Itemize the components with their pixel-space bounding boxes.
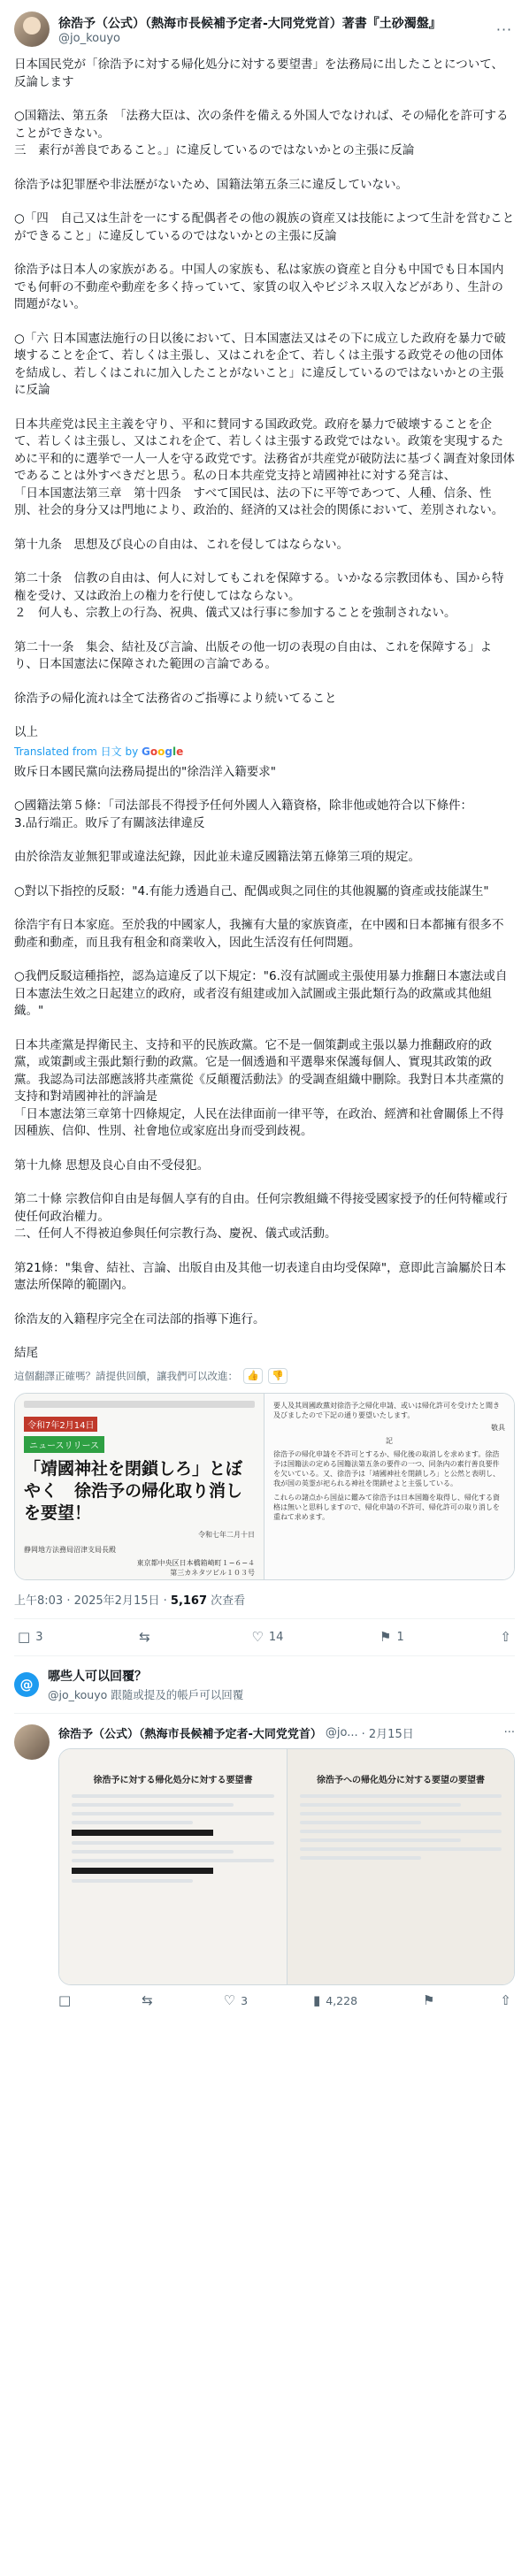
doc-text-line <box>300 1794 502 1798</box>
avatar[interactable] <box>14 11 50 47</box>
translation-paragraph: 敗斥日本國民黨向法務局提出的"徐浩洋入籍要求" <box>14 764 276 779</box>
reply-date[interactable]: · 2月15日 <box>361 1727 414 1741</box>
translation-paragraph: 第十九條 思想及良心自由不受侵犯。 <box>14 1158 210 1173</box>
redaction-bar <box>72 1868 213 1874</box>
post-media[interactable] <box>14 1393 515 1580</box>
post-paragraph: 徐浩予は犯罪歴や非法歴がないため、国籍法第五条三に違反していない。 <box>14 177 408 192</box>
repost-icon: ⇆ <box>142 1992 153 2008</box>
share-button[interactable] <box>500 1628 511 1645</box>
sender-building: 第三カネタツビル１０３号 <box>170 1568 255 1577</box>
doc-text-line <box>72 1859 274 1862</box>
translation-paragraph: 第21條："集會、結社、言論、出版自由及其他一切表達自由均受保障"，意即此言論屬於日本憲法所保障的範圍內。 <box>14 1260 507 1292</box>
reply-icon: □ <box>58 1992 72 2008</box>
heart-icon: ♡ <box>223 1992 236 2008</box>
reply-doc-title-left: 徐浩予に対する帰化処分に対する要望書 <box>93 1775 253 1785</box>
era-date: 令和七年二月十日 <box>198 1530 255 1539</box>
more-options-icon[interactable]: ··· <box>503 1725 515 1739</box>
repost-button[interactable] <box>139 1628 156 1645</box>
post-paragraph: 以上 <box>14 725 38 739</box>
reply-button[interactable] <box>58 1994 76 2007</box>
reply-button[interactable] <box>18 1628 43 1645</box>
reply-handle[interactable]: @jo... <box>325 1725 358 1739</box>
reply-header <box>58 1724 515 1741</box>
doc-text-line <box>300 1847 502 1851</box>
views-count: 5,167 <box>170 1594 208 1608</box>
reply-main <box>58 1724 515 2017</box>
reply-author-name[interactable]: 徐浩予（公式）（熱海市長候補予定者-大同党党首） <box>58 1727 322 1741</box>
post-paragraph: 第二十一条 集会、結社及び言論、出版その他一切の表現の自由は、これを保障する」より、日本国憲法に保障された範囲の言論である。 <box>14 639 492 671</box>
reply-tweet[interactable] <box>14 1714 515 2017</box>
letter-header: 要人及其周國政黨対徐浩予之帰化申請、或いは帰化許可を受けたと聞き及びましたので下記の通り要望いたします。 <box>273 1401 500 1419</box>
media-image-letter[interactable] <box>264 1394 514 1579</box>
thumbs-down-icon[interactable]: 👎 <box>268 1368 288 1384</box>
at-mention-icon: @ <box>14 1672 39 1697</box>
doc-text-line <box>72 1803 234 1807</box>
views-chart-icon: ▮ <box>312 1992 321 2008</box>
post-paragraph: 日本共産党は民主主義を守り、平和に賛同する国政政党。政府を暴力で破壊することを企て、若しくは主張し、又はこれを企て、若しくは主張する政党ではない。政策を実現するために平和的に選挙で一人一人を守る政党です。法務省が共産党が破防法に基づく調査対象団体であることは外すべきだと思う。私の日本共産党支持と靖國神社に対する発言は、 「日本国憲法第三章 第十四条 すべて国民は、法の下に平等であつて、人種、信条、性別、社会的身分又は門地により、政治的、経済的又は社会的関係において、差別されない。 <box>14 417 515 517</box>
translation-feedback <box>14 1368 515 1384</box>
doc-text-line <box>72 1841 274 1845</box>
share-icon: ⇧ <box>500 1628 511 1645</box>
post-paragraph: ○国籍法、第五条 「法務大臣は、次の条件を備える外国人でなければ、その帰化を許可することができない。 三 素行が善良であること。」に違反しているのではないかとの主張に反論 <box>14 109 509 157</box>
reply-icon: □ <box>18 1628 31 1645</box>
views-count: 4,228 <box>326 1994 358 2007</box>
reply-media[interactable] <box>58 1748 515 1985</box>
doc-text-line <box>72 1850 234 1854</box>
repost-button[interactable] <box>142 1994 158 2007</box>
thumbs-up-icon[interactable]: 👍 <box>243 1368 263 1384</box>
post-action-bar <box>14 1619 515 1656</box>
doc-text-line <box>72 1794 274 1798</box>
author-handle[interactable]: @jo_kouyo <box>58 31 120 45</box>
addressee: 静岡地方法務局沼津支局長殿 <box>24 1545 116 1554</box>
letter-body: 徐浩予の帰化申請を不許可とするか、帰化後の取消しを求めます。徐浩予は国籍法の定める国籍法第五条の要件の一つ、同条内の素行善良要件を欠いている。又、徐浩予は「靖國神社を閉鎖しろ」と公然と表明し、我が国の英霊が祀られる神社を閉鎖せよと主張している。 <box>273 1449 500 1487</box>
bookmark-button[interactable] <box>423 1994 434 2007</box>
doc-text-line <box>300 1830 502 1833</box>
like-count: 14 <box>268 1630 284 1644</box>
media-image-press-release[interactable] <box>15 1394 264 1579</box>
bookmark-icon: ⚑ <box>422 1992 435 2008</box>
news-title: 「靖國神社を閉鎖しろ」とぼやく 徐浩予の帰化取り消しを要望！ <box>24 1458 243 1523</box>
translation-attribution[interactable] <box>14 744 515 759</box>
post-time[interactable]: 上午8:03 · 2025年2月15日 <box>14 1594 160 1608</box>
translation-paragraph: ○國籍法第５條：「司法部長不得授予任何外國人入籍資格，除非他或她符合以下條件： 3.品行端正。敗斥了有關該法律違反 <box>14 799 473 830</box>
more-options-icon[interactable]: ··· <box>495 20 513 38</box>
reply-restriction-text <box>48 1667 243 1702</box>
repost-icon: ⇆ <box>139 1628 150 1645</box>
doc-text-line <box>300 1838 461 1842</box>
letter-tail: 敬具 <box>491 1423 505 1432</box>
post-paragraph: 第二十条 信教の自由は、何人に対してもこれを保障する。いかなる宗教団体も、国から特権を受け、又は政治上の権力を行使してはならない。 ２ 何人も、宗教上の行為、祝典、儀式又は行事に参加することを強制されない。 <box>14 571 504 620</box>
letter-ki: 記 <box>386 1436 393 1445</box>
news-tag: ニュースリリース <box>24 1436 104 1453</box>
translation-paragraph: 第二十條 宗教信仰自由是每個人享有的自由。任何宗教組織不得接受國家授予的任何特權或行使任何政治權力。 二、任何人不得被迫參與任何宗教行為、慶祝、儀式或活動。 <box>14 1192 508 1241</box>
letter-close: これらの諸点から国益に鑑みて徐浩予は日本国籍を取得し、帰化する資格は無いと思料しますので、帰化申請の不許可、帰化許可の取り消しを重ねて求めます。 <box>273 1493 500 1521</box>
sender-address: 東京都中央区日本橋箱崎町１−６−４ <box>136 1558 255 1567</box>
translation-paragraph: ○我們反駁這種指控，認為這違反了以下規定："6.沒有試圖或主張使用暴力推翻日本憲法或自日本憲法生效之日起建立的政府，或者沒有組建或加入試圖或主張此類行為的政黨或其他組織。" <box>14 969 508 1018</box>
reply-restriction-title: 哪些人可以回覆？ <box>48 1669 147 1684</box>
bookmark-icon: ⚑ <box>380 1628 392 1645</box>
translation-paragraph: ○對以下指控的反駁："4.有能力透過自己、配偶或與之同住的其他親屬的資產或技能謀生" <box>14 883 489 898</box>
author-row <box>14 0 515 48</box>
reply-media-image-right[interactable] <box>287 1749 514 1984</box>
reply-restriction-notice <box>14 1656 515 1714</box>
post-body <box>14 57 515 1580</box>
translation-paragraph: 結尾 <box>14 1346 38 1360</box>
heart-icon: ♡ <box>251 1628 264 1645</box>
post-paragraph: 日本国民党が「徐浩予に対する帰化処分に対する要望書」を法務局に出したことについて、反論します <box>14 57 503 89</box>
doc-text-line <box>300 1856 421 1860</box>
post-paragraph: ○「四 自己又は生計を一にする配偶者その他の親族の資産又は技能によつて生計を営むことができること」に違反しているのではないかとの主張に反論 <box>14 211 515 243</box>
author-name[interactable]: 徐浩予（公式）（熱海市長候補予定者-大同党党首）著書『土砂濁盤』 <box>58 16 441 31</box>
doc-text-line <box>72 1821 193 1824</box>
post-timestamp: 上午8:03 · 2025年2月15日 · 5,167 次查看 <box>14 1580 515 1619</box>
reply-doc-title-right: 徐浩予への帰化処分に対する要望の要望書 <box>317 1775 485 1785</box>
reply-restriction-subtitle: @jo_kouyo 跟隨或提及的帳戶可以回覆 <box>48 1687 244 1701</box>
google-logo-icon: Google <box>142 745 184 758</box>
like-button[interactable] <box>224 1994 248 2007</box>
views-button[interactable] <box>313 1994 357 2007</box>
reply-media-image-left[interactable] <box>59 1749 287 1984</box>
share-icon: ⇧ <box>500 1992 511 2008</box>
like-button[interactable] <box>251 1628 284 1645</box>
like-count: 3 <box>241 1994 249 2007</box>
bookmark-button[interactable] <box>380 1628 404 1645</box>
doc-text-line <box>300 1821 421 1824</box>
post-paragraph: 第十九条 思想及び良心の自由は、これを侵してはならない。 <box>14 537 349 552</box>
translation-paragraph: 由於徐浩友並無犯罪或違法紀錄，因此並未違反國籍法第五條第三項的規定。 <box>14 850 420 864</box>
author-meta <box>58 14 494 45</box>
doc-text-line <box>72 1812 274 1815</box>
doc-text-line <box>72 1879 193 1883</box>
redaction-bar <box>72 1830 213 1836</box>
bookmark-count: 1 <box>396 1630 404 1644</box>
post-paragraph: 徐浩予は日本人の家族がある。中国人の家族も、私は家族の資産と自分も中国でも日本国内でも何軒の不動産や動産を多く持っていて、家賃の収入やビジネス収入などがあり、生計の問題がない。 <box>14 263 504 311</box>
reply-count: 3 <box>35 1630 43 1644</box>
doc-text-line <box>300 1812 502 1815</box>
news-date-chip: 令和7年2月14日 <box>24 1417 97 1432</box>
translation-paragraph: 徐浩宇有日本家庭。至於我的中國家人，我擁有大量的家族資產，在中國和日本都擁有很多不動產和動產，而且我有租金和商業收入，因此生活沒有任何問題。 <box>14 918 504 950</box>
reply-action-bar <box>58 1985 515 2017</box>
translation-paragraph: 日本共產黨是捍衛民主、支持和平的民族政黨。它不是一個策劃或主張以暴力推翻政府的政黨，或策劃或主張此類行動的政黨。它是一個透過和平選舉來保護每個人、實現其政策的政黨。我認為司法部應該將共產黨從《反顛覆活動法》的受調查組織中刪除。我對日本共產黨的支持和對靖國神社的評論是 「日本憲法第三章第十四條規定，人民在法律面前一律平等，在政治、經濟和社會關係上不得因種族、信仰、性別、社會地位或家庭出身而受到歧視。 <box>14 1037 504 1138</box>
feedback-prompt: 這個翻譯正確嗎？請提供回饋，讓我們可以改進： <box>14 1369 238 1382</box>
translation-paragraph: 徐浩友的入籍程序完全在司法部的指導下進行。 <box>14 1311 265 1326</box>
post-paragraph: ○「六 日本国憲法施行の日以後において、日本国憲法又はその下に成立した政府を暴力で破壊することを企て、若しくは主張し、又はこれを企て、若しくは主張する政党その他の団体を結成し、若しくはこれに加入したことがないこと」に違反しているのではないかとの主張に反論 <box>14 331 506 397</box>
doc-text-line <box>300 1803 461 1807</box>
translation-label: Translated from 日文 by <box>14 745 139 758</box>
site-header-bar <box>24 1401 255 1408</box>
avatar[interactable] <box>14 1724 50 1760</box>
post-paragraph: 徐浩予の帰化流れは全て法務省のご指導により続いてること <box>14 691 337 706</box>
share-button[interactable] <box>500 1994 511 2007</box>
views-label: 次查看 <box>211 1594 246 1608</box>
